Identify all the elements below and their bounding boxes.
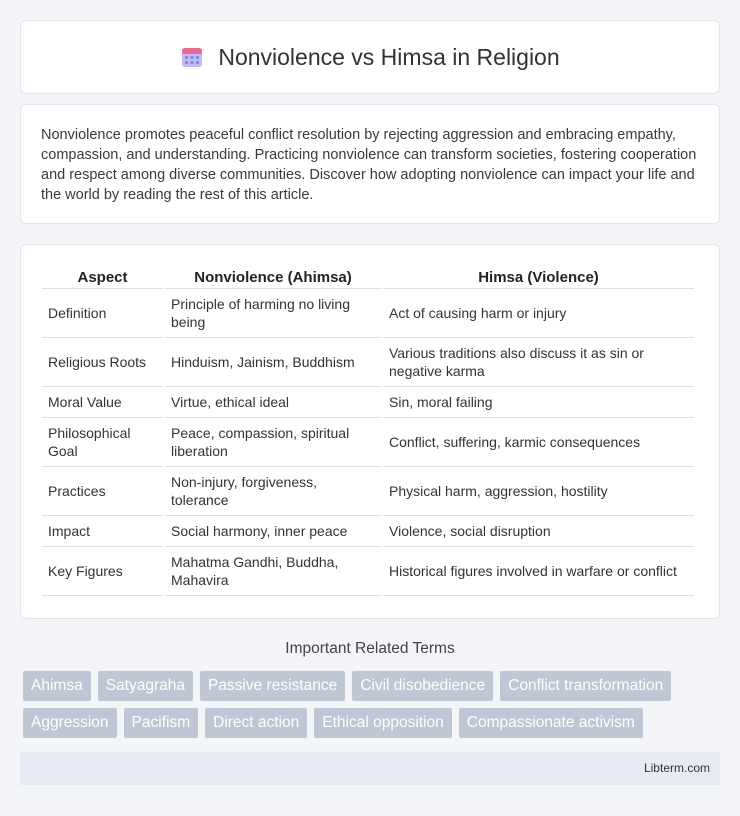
header-nonviolence: Nonviolence (Ahimsa) xyxy=(165,265,381,289)
footer-site-link[interactable]: Libterm.com xyxy=(643,761,710,775)
table-row xyxy=(42,338,694,387)
table-row xyxy=(42,418,694,467)
page-title: Nonviolence vs Himsa in Religion xyxy=(218,43,560,70)
title-card xyxy=(20,20,720,94)
table-cell: Non-injury, forgiveness, tolerance xyxy=(165,467,381,516)
table-row xyxy=(42,467,694,516)
header-himsa: Himsa (Violence) xyxy=(383,265,694,289)
table-header-row xyxy=(42,265,694,289)
intro-paragraph: Nonviolence promotes peaceful conflict resolution by rejecting aggression and embracing empathy, compassion, and understanding. Practicing nonviolence can transform societies, fostering cooperation and respect among diverse communities. Discover how adopting nonviolence can impact your life and the world by reading the rest of this article. xyxy=(41,127,697,203)
comparison-table xyxy=(40,265,696,596)
table-cell: Conflict, suffering, karmic consequences xyxy=(383,418,694,467)
table-cell: Hinduism, Jainism, Buddhism xyxy=(165,338,381,387)
related-term-tag[interactable]: Ahimsa xyxy=(23,671,91,701)
table-cell: Virtue, ethical ideal xyxy=(165,387,381,418)
related-term-tag[interactable]: Passive resistance xyxy=(200,671,345,701)
table-cell: Historical figures involved in warfare or conflict xyxy=(383,547,694,596)
table-cell: Key Figures xyxy=(42,547,163,596)
table-cell: Philosophical Goal xyxy=(42,418,163,467)
related-term-tag[interactable]: Aggression xyxy=(23,708,117,738)
table-cell: Physical harm, aggression, hostility xyxy=(383,467,694,516)
header-aspect: Aspect xyxy=(42,265,163,289)
related-term-tag[interactable]: Compassionate activism xyxy=(459,708,643,738)
comparison-table-card xyxy=(20,244,720,619)
table-row xyxy=(42,289,694,338)
footer xyxy=(20,752,720,785)
related-term-tag[interactable]: Satyagraha xyxy=(98,671,193,701)
table-cell: Mahatma Gandhi, Buddha, Mahavira xyxy=(165,547,381,596)
table-row xyxy=(42,387,694,418)
table-cell: Act of causing harm or injury xyxy=(383,289,694,338)
table-cell: Peace, compassion, spiritual liberation xyxy=(165,418,381,467)
related-term-tag[interactable]: Conflict transformation xyxy=(500,671,671,701)
table-cell: Social harmony, inner peace xyxy=(165,516,381,547)
table-row xyxy=(42,516,694,547)
table-cell: Religious Roots xyxy=(42,338,163,387)
intro-card xyxy=(20,104,720,224)
related-terms-title: Important Related Terms xyxy=(285,640,455,657)
related-term-tag[interactable]: Civil disobedience xyxy=(352,671,493,701)
table-row xyxy=(42,547,694,596)
table-cell: Definition xyxy=(42,289,163,338)
related-term-tag[interactable]: Ethical opposition xyxy=(314,708,452,738)
calendar-icon xyxy=(180,45,204,69)
related-terms-list xyxy=(23,671,713,738)
table-cell: Various traditions also discuss it as sin or negative karma xyxy=(383,338,694,387)
table-cell: Impact xyxy=(42,516,163,547)
table-cell: Principle of harming no living being xyxy=(165,289,381,338)
table-cell: Violence, social disruption xyxy=(383,516,694,547)
table-cell: Sin, moral failing xyxy=(383,387,694,418)
table-cell: Practices xyxy=(42,467,163,516)
related-term-tag[interactable]: Direct action xyxy=(205,708,307,738)
related-term-tag[interactable]: Pacifism xyxy=(124,708,199,738)
table-cell: Moral Value xyxy=(42,387,163,418)
